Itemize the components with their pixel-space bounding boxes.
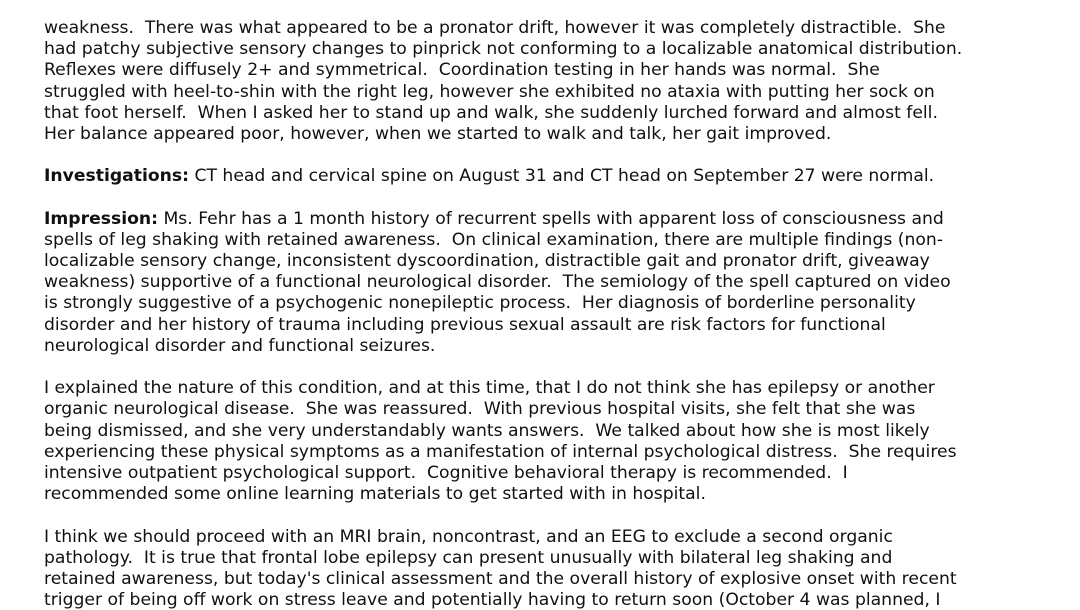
text-line: localizable sensory change, inconsistent dyscoordination, distractible gait and pronator drift, giveaway	[44, 251, 930, 272]
investigations-text: CT head and cervical spine on August 31 and CT head on September 27 were normal.	[189, 166, 935, 187]
text-line: I think we should proceed with an MRI brain, noncontrast, and an EEG to exclude a second organic	[44, 526, 893, 547]
text-line	[44, 209, 1054, 230]
text-line: weakness) supportive of a functional neurological disorder. The semiology of the spell captured on video	[44, 272, 951, 293]
investigations-paragraph	[44, 166, 1054, 187]
text-line: intensive outpatient psychological support. Cognitive behavioral therapy is recommended. I	[44, 462, 848, 483]
text-line: neurological disorder and functional seizures.	[44, 335, 436, 356]
text-line: weakness. There was what appeared to be a pronator drift, however it was completely distractible. She	[44, 18, 946, 38]
impression-paragraph	[44, 209, 1054, 357]
explanation-paragraph	[44, 378, 1054, 505]
text-line: trigger of being off work on stress leave and potentially having to return soon (October 4 was planned, I	[44, 590, 941, 610]
impression-first-line: Ms. Fehr has a 1 month history of recurrent spells with apparent loss of consciousness and	[158, 208, 944, 229]
text-line: Reflexes were diffusely 2+ and symmetrical. Coordination testing in her hands was normal. She	[44, 60, 880, 81]
text-line: retained awareness, but today's clinical assessment and the overall history of explosive onset with recent	[44, 568, 957, 589]
text-line: being dismissed, and she very understandably wants answers. We talked about how she is most likely	[44, 420, 930, 441]
text-line: I explained the nature of this condition, and at this time, that I do not think she has epilepsy or another	[44, 378, 935, 399]
impression-label: Impression:	[44, 208, 159, 229]
text-line: recommended some online learning materials to get started with in hospital.	[44, 484, 706, 505]
text-line: is strongly suggestive of a psychogenic nonepileptic process. Her diagnosis of borderline personality	[44, 293, 916, 314]
exam-findings-paragraph	[44, 18, 1054, 145]
text-line: had patchy subjective sensory changes to pinprick not conforming to a localizable anatomical distribution.	[44, 39, 963, 60]
text-line: pathology. It is true that frontal lobe epilepsy can present unusually with bilateral leg shaking and	[44, 547, 893, 568]
text-line	[44, 166, 1054, 187]
text-line: struggled with heel-to-shin with the right leg, however she exhibited no ataxia with putting her sock on	[44, 81, 935, 102]
text-line: that foot herself. When I asked her to stand up and walk, she suddenly lurched forward and almost fell.	[44, 102, 938, 123]
text-line: disorder and her history of trauma including previous sexual assault are risk factors for functional	[44, 314, 886, 335]
plan-paragraph	[44, 527, 1054, 610]
investigations-label: Investigations:	[44, 166, 189, 187]
text-line: organic neurological disease. She was reassured. With previous hospital visits, she felt that she was	[44, 399, 916, 420]
text-line: experiencing these physical symptoms as a manifestation of internal psychological distress. She requires	[44, 441, 957, 462]
text-line: Her balance appeared poor, however, when we started to walk and talk, her gait improved.	[44, 123, 832, 144]
text-line: spells of leg shaking with retained awareness. On clinical examination, there are multiple findings (non-	[44, 229, 943, 250]
